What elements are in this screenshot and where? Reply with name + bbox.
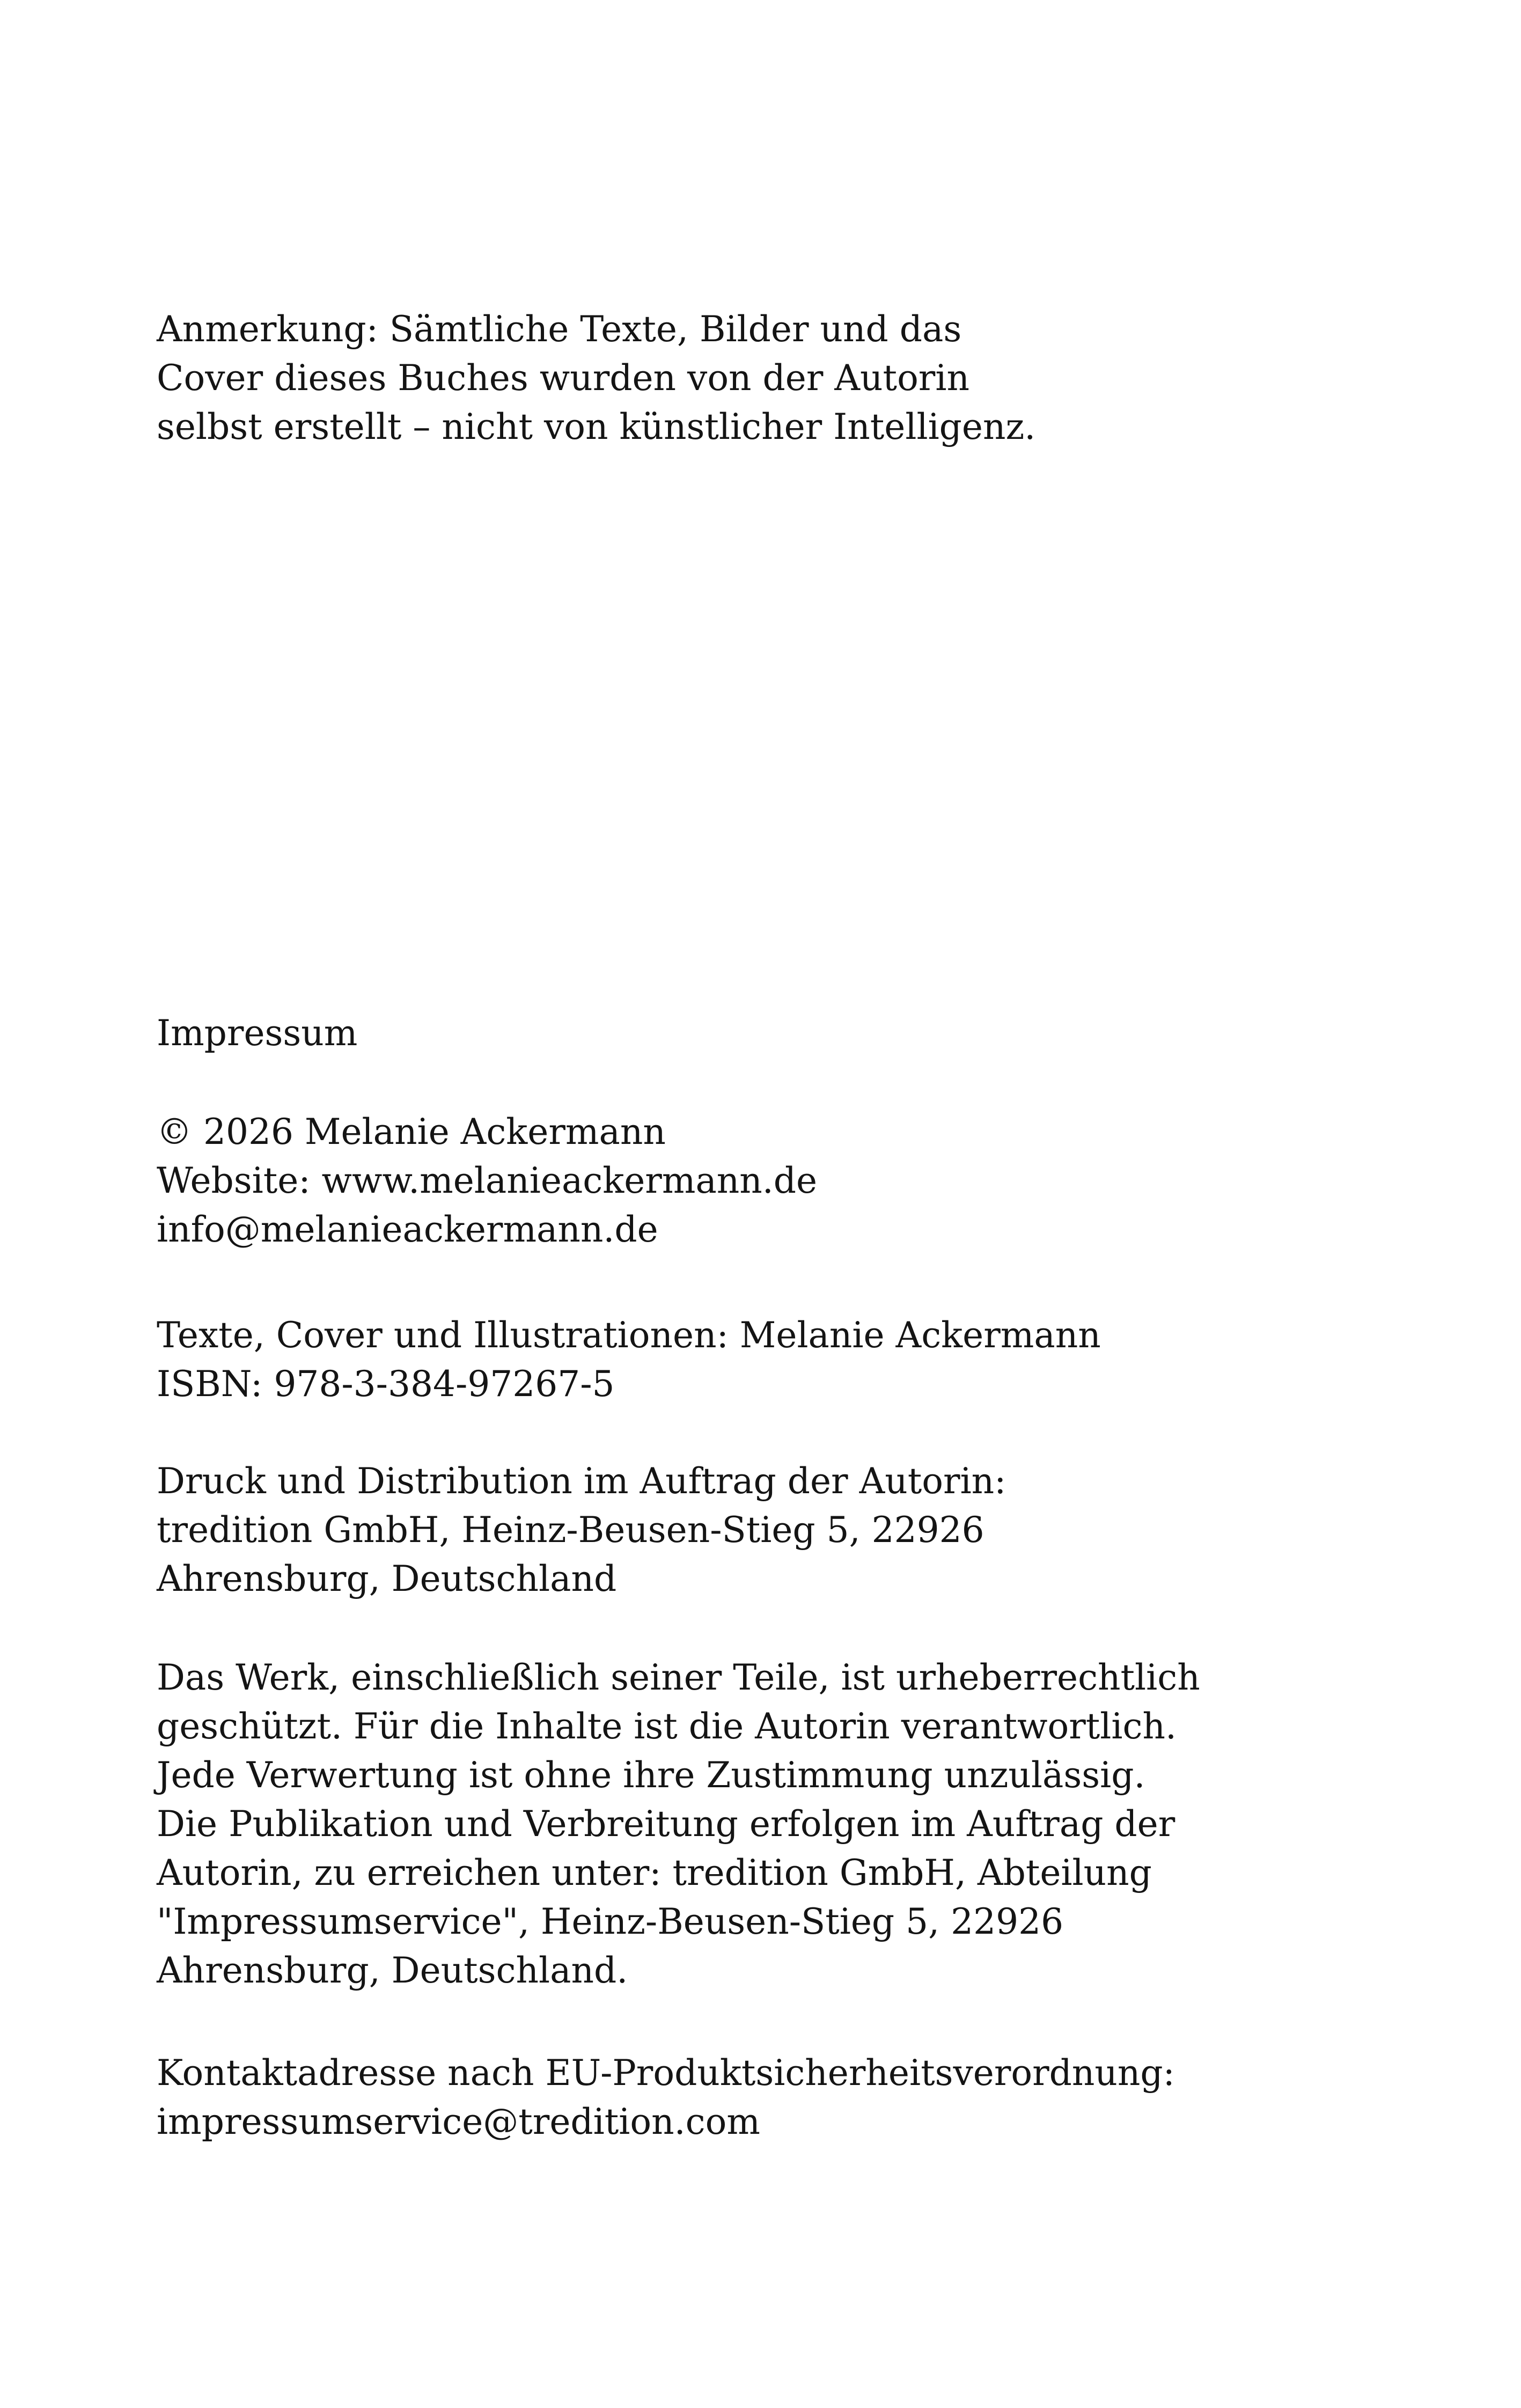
ai-notice-line: selbst erstellt – nicht von künstlicher Intelligenz. xyxy=(157,406,1036,447)
copyright-paragraph xyxy=(157,1107,1391,1254)
email-line: info@melanieackermann.de xyxy=(157,1209,658,1250)
impressum-heading xyxy=(157,1009,1391,1058)
credits-line: Texte, Cover und Illustrationen: Melanie Ackermann xyxy=(157,1315,1101,1356)
contact-paragraph xyxy=(157,2049,1391,2146)
legal-line: Die Publikation und Verbreitung erfolgen im Auftrag der xyxy=(157,1803,1175,1845)
print-distribution-line: Druck und Distribution im Auftrag der Autorin: xyxy=(157,1460,1006,1502)
credits-paragraph xyxy=(157,1311,1391,1408)
legal-line: Das Werk, einschließlich seiner Teile, ist urheberrechtlich xyxy=(157,1657,1200,1698)
legal-line: "Impressumservice", Heinz-Beusen-Stieg 5, 22926 xyxy=(157,1901,1064,1942)
ai-notice-line: Anmerkung: Sämtliche Texte, Bilder und das xyxy=(157,309,962,350)
legal-line: Ahrensburg, Deutschland. xyxy=(157,1950,628,1991)
isbn-line: ISBN: 978-3-384-97267-5 xyxy=(157,1363,615,1405)
legal-line: geschützt. Für die Inhalte ist die Autorin verantwortlich. xyxy=(157,1706,1177,1747)
legal-line: Jede Verwertung ist ohne ihre Zustimmung unzulässig. xyxy=(157,1754,1145,1796)
copyright-notice-paragraph xyxy=(157,1653,1391,1995)
print-distribution-paragraph xyxy=(157,1457,1391,1603)
legal-line: Autorin, zu erreichen unter: tredition GmbH, Abteilung xyxy=(157,1852,1152,1893)
ai-notice-line: Cover dieses Buches wurden von der Autorin xyxy=(157,357,969,399)
ai-notice-paragraph xyxy=(157,305,1391,451)
contact-label-line: Kontaktadresse nach EU-Produktsicherheitsverordnung: xyxy=(157,2052,1175,2094)
copyright-line: © 2026 Melanie Ackermann xyxy=(157,1111,666,1152)
impressum-title: Impressum xyxy=(157,1012,358,1054)
website-line: Website: www.melanieackermann.de xyxy=(157,1160,818,1201)
print-distribution-line: tredition GmbH, Heinz-Beusen-Stieg 5, 22926 xyxy=(157,1509,984,1551)
print-distribution-line: Ahrensburg, Deutschland xyxy=(157,1558,617,1599)
contact-email-line: impressumservice@tredition.com xyxy=(157,2101,760,2142)
